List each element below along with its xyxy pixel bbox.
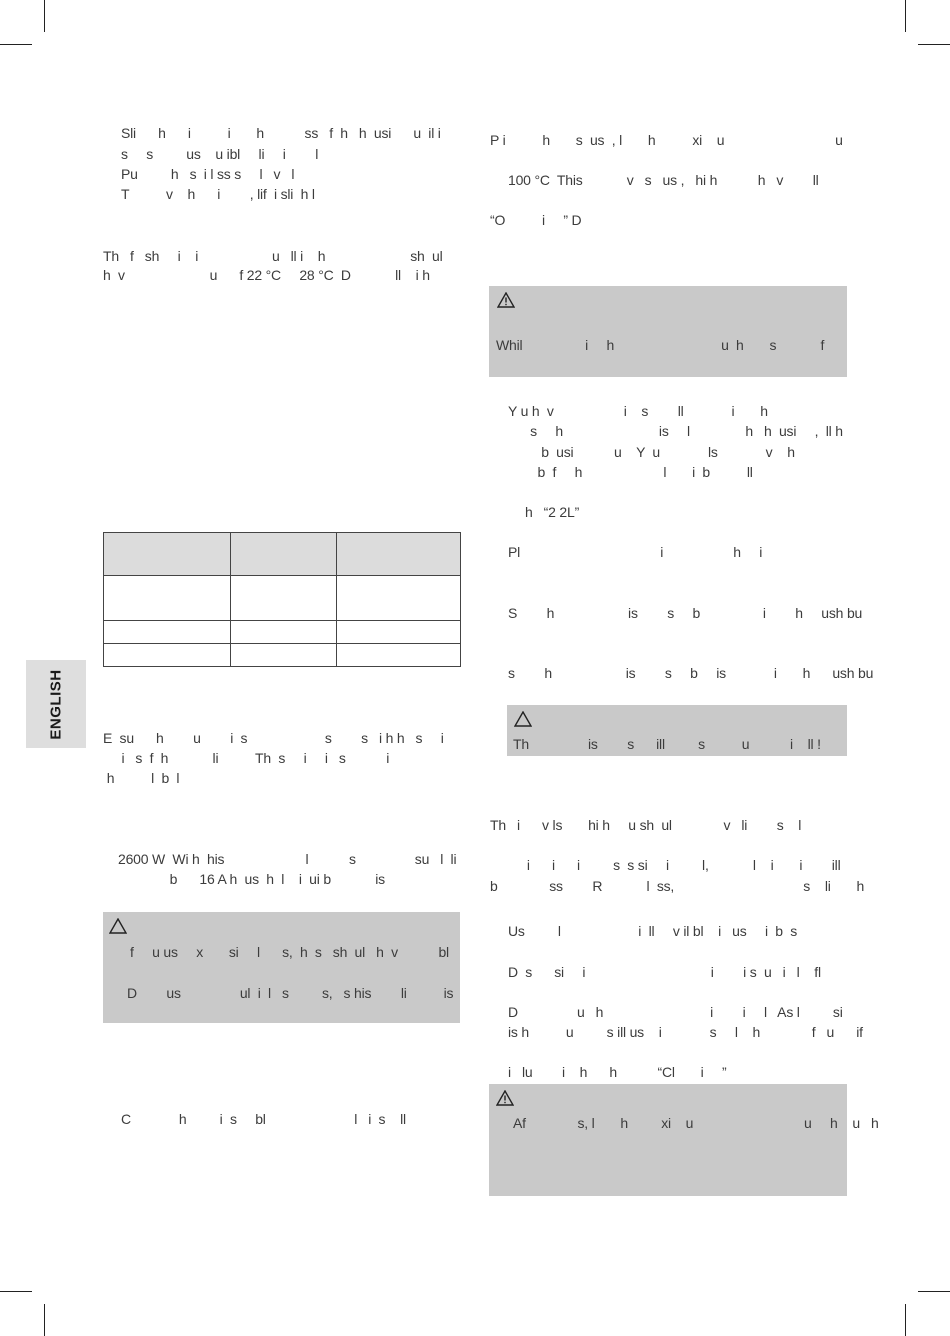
- warning-triangle-icon: [514, 711, 532, 727]
- body-text: Sli h i i h ss f h h usi u il i: [121, 125, 441, 141]
- body-text: h v u f 22 °C 28 °C D ll i h: [103, 267, 430, 283]
- language-side-label: ENGLISH: [47, 668, 65, 740]
- crop-mark: [918, 1291, 950, 1292]
- warning-triangle-icon: [497, 292, 515, 308]
- body-text: h l b l: [103, 770, 180, 786]
- body-text: 100 °C This v s us , hi h h v ll: [508, 172, 819, 188]
- table-cell: [337, 533, 461, 576]
- warning-triangle-icon: [496, 1090, 514, 1106]
- table-cell: [337, 644, 461, 667]
- body-text: b 16 A h us h l i ui b is: [118, 871, 385, 887]
- body-text: E su h u i s s s i h h s i: [103, 730, 444, 746]
- body-text: “O i ” D: [490, 212, 582, 228]
- body-text: D u h i i l As l si: [508, 1004, 843, 1020]
- table-cell: [231, 644, 337, 667]
- body-text: T v h i , lif i sli h l: [121, 186, 315, 202]
- body-text: P i h s us , l h xi u u: [490, 132, 843, 148]
- body-text: s s us u ibl li i l: [121, 146, 319, 162]
- crop-mark: [905, 1304, 906, 1336]
- table-cell: [104, 533, 231, 576]
- table-cell: [104, 644, 231, 667]
- body-text: C h i s bl l i s ll: [121, 1111, 406, 1127]
- warning-box: [103, 912, 460, 1023]
- body-text: s h is s b is i h ush bu: [508, 665, 874, 681]
- warning-box: [489, 1084, 847, 1196]
- crop-mark: [0, 1291, 32, 1292]
- crop-mark: [44, 0, 45, 32]
- body-text: Y u h v i s ll i h: [508, 403, 768, 419]
- body-text: i lu i h h “Cl i ”: [508, 1064, 727, 1080]
- table-cell: [104, 621, 231, 644]
- warning-triangle-icon: [109, 918, 127, 934]
- crop-mark: [918, 44, 950, 45]
- table-cell: [337, 576, 461, 621]
- body-text: i s f h li Th s i i s i: [103, 750, 390, 766]
- body-text: Pl i h i: [508, 544, 763, 560]
- body-text: Th i v ls hi h u sh ul v li s l: [490, 817, 802, 833]
- warning-text: D us ul i l s s, s his li is: [127, 985, 454, 1001]
- spec-table: [103, 532, 461, 667]
- table-cell: [337, 621, 461, 644]
- table-cell: [231, 621, 337, 644]
- table-header-row: [104, 533, 461, 576]
- warning-text: Th is s ill s u i ll !: [513, 736, 821, 752]
- body-text: Pu h s i l ss s l v l: [121, 166, 295, 182]
- body-text: S h is s b i h ush bu: [508, 605, 863, 621]
- body-text: b f h l i b ll: [508, 464, 753, 480]
- body-text: 2600 W Wi h his l s su l li: [118, 851, 457, 867]
- warning-text: f u us x si l s, h s sh ul h v bl: [130, 944, 449, 960]
- crop-mark: [44, 1304, 45, 1336]
- body-text: is h u s ill us i s l h f u if: [508, 1024, 863, 1040]
- body-text: i i i s s si i l, l i i ill: [490, 857, 841, 873]
- table-row: [104, 621, 461, 644]
- warning-box: [489, 286, 847, 377]
- body-text: b usi u Y u ls v h: [508, 444, 795, 460]
- table-row: [104, 644, 461, 667]
- body-text: s h is l h h usi , ll h: [508, 423, 843, 439]
- table-cell: [231, 533, 337, 576]
- body-text: Th f sh i i u ll i h sh ul: [103, 248, 443, 264]
- body-text: Us l i ll v il bl i us i b s: [508, 923, 797, 939]
- table-row: [104, 576, 461, 621]
- body-text: b ss R l ss, s li h: [490, 878, 865, 894]
- warning-text: Whil i h u h s f: [496, 337, 825, 353]
- crop-mark: [0, 44, 32, 45]
- crop-mark: [905, 0, 906, 32]
- table-cell: [104, 576, 231, 621]
- table-cell: [231, 576, 337, 621]
- body-text: h “2 2L”: [525, 504, 580, 520]
- body-text: D s si i i i s u i l fl: [508, 964, 821, 980]
- warning-text: Af s, l h xi u u h u h: [513, 1115, 879, 1131]
